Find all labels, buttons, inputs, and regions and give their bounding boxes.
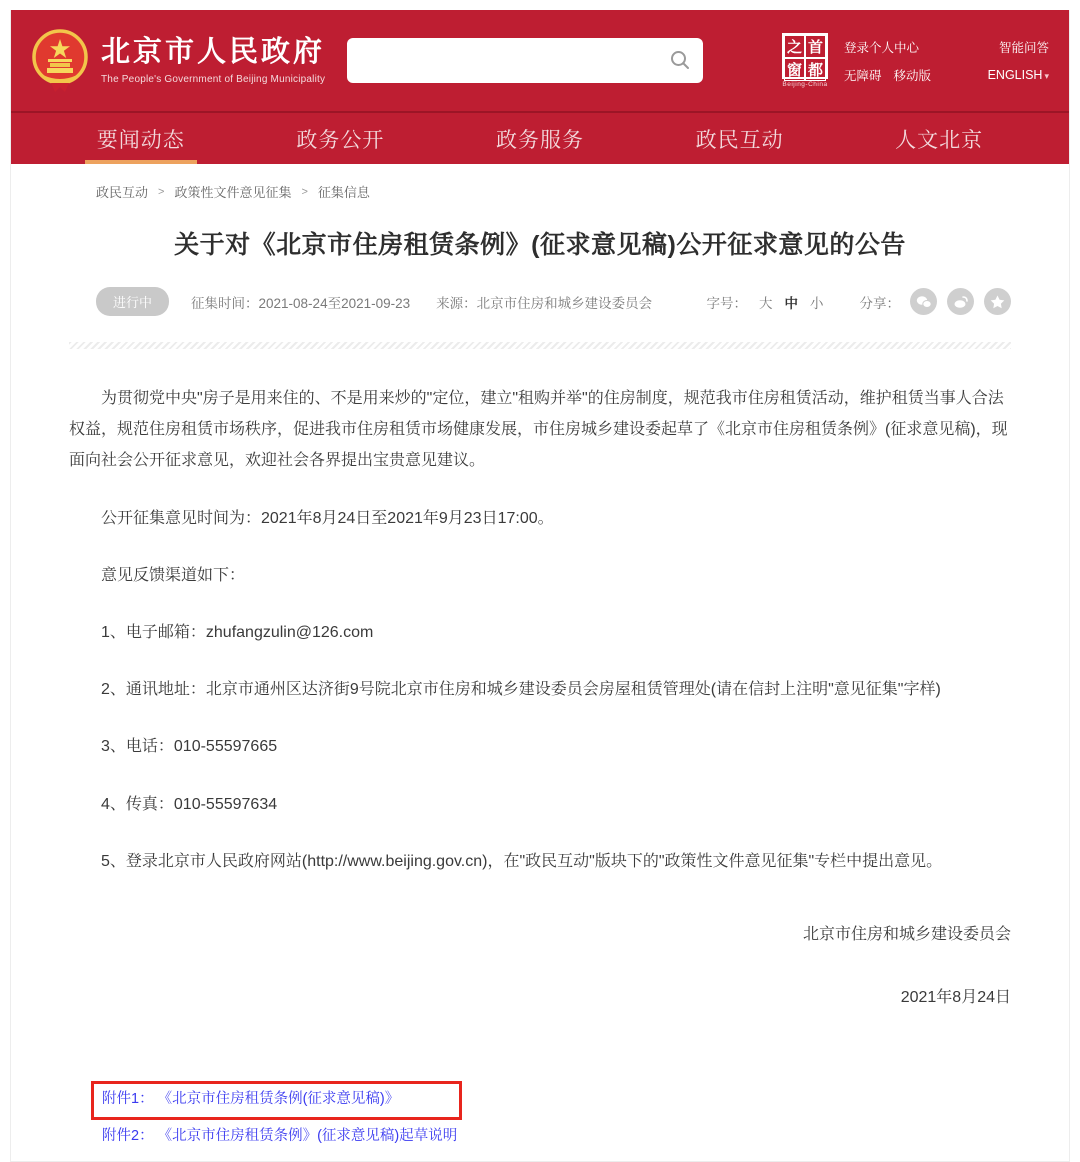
paragraph-phone: 3、电话：010-55597665: [101, 738, 278, 756]
signature: 北京市住房和城乡建设委员会: [802, 925, 1011, 943]
font-size-label: 字号：: [706, 295, 747, 311]
search-input[interactable]: [347, 38, 703, 83]
font-size-small[interactable]: 小: [810, 295, 824, 311]
page-title: 关于对《北京市住房租赁条例》(征求意见稿)公开征求意见的公告: [174, 231, 906, 259]
paragraph-email: 1、电子邮箱：zhufangzulin@126.com: [101, 623, 374, 641]
paragraph-intro: 为贯彻党中央"房子是用来住的、不是用来炒的"定位，建立"租购并举"的住房制度，规范我市住房租赁活动，维护租赁当事人合法权益，规范住房租赁市场秩序，促进我市住房租赁市场健康发展，市住房城乡建设委起草了《北京市住房租赁条例》(征求意见稿)，现面向社会公开征求意见，欢迎社会各界提出宝贵意见建议。: [69, 390, 1008, 470]
article-meta: [96, 287, 1011, 316]
paragraph-fax: 4、传真：010-55597634: [101, 795, 278, 813]
search-box[interactable]: [347, 38, 703, 83]
section-divider: [69, 342, 1011, 349]
mobile-version-link[interactable]: 移动版: [893, 68, 932, 83]
weibo-share-icon[interactable]: [947, 288, 974, 315]
site-brand[interactable]: [31, 29, 325, 93]
article-body: [11, 349, 1069, 1007]
stamp-char-zhi: 之: [784, 35, 805, 58]
breadcrumb-separator: >: [158, 185, 165, 198]
smart-qa-link[interactable]: 智能问答: [998, 40, 1049, 55]
page-container: [10, 10, 1070, 1162]
search-icon[interactable]: [669, 49, 691, 71]
attachment-1-highlight-box: [91, 1081, 462, 1120]
nav-item-gov-openness[interactable]: 政务公开: [296, 128, 385, 152]
nav-item-gov-services[interactable]: 政务服务: [495, 128, 584, 152]
nav-item-news[interactable]: 要闻动态: [89, 113, 193, 164]
capital-window-stamp-icon: [782, 33, 828, 79]
paragraph-website: 5、登录北京市人民政府网站(http://www.beijing.gov.cn)，在"政民互动"版块下的"政策性文件意见征集"专栏中提出意见。: [101, 852, 943, 870]
paragraph-period: 公开征集意见时间为：2021年8月24日至2021年9月23日17:00。: [101, 509, 554, 527]
primary-nav: [11, 111, 1069, 164]
nav-item-interaction[interactable]: 政民互动: [695, 128, 784, 152]
attachment-1-link[interactable]: 《北京市住房租赁条例(征求意见稿)》: [157, 1090, 400, 1107]
header-right: [782, 33, 1049, 88]
breadcrumb-collection-info[interactable]: 征集信息: [317, 185, 370, 200]
breadcrumb: [11, 164, 1069, 201]
share-label: 分享：: [859, 295, 900, 311]
nav-item-culture[interactable]: 人文北京: [895, 128, 984, 152]
chevron-down-icon: ▾: [1044, 70, 1049, 81]
breadcrumb-separator: >: [301, 185, 308, 198]
favorite-star-icon[interactable]: [984, 288, 1011, 315]
paragraph-channels-heading: 意见反馈渠道如下：: [101, 566, 246, 584]
attachment-1-label: 附件1：: [102, 1090, 154, 1107]
breadcrumb-interaction[interactable]: 政民互动: [96, 185, 149, 200]
stamp-char-shou: 首: [805, 35, 826, 58]
attachment-1: [102, 1091, 399, 1107]
breadcrumb-policy-solicitation[interactable]: 政策性文件意见征集: [174, 185, 292, 200]
accessibility-link[interactable]: 无障碍: [844, 68, 882, 83]
paragraph-mail-address: 2、通讯地址：北京市通州区达济街9号院北京市住房和城乡建设委员会房屋租赁管理处(请在信封上注明"意见征集"字样): [101, 681, 941, 699]
share-control: [860, 288, 1012, 315]
english-label: ENGLISH: [987, 67, 1043, 82]
attachment-2: [102, 1126, 1069, 1148]
national-emblem-icon: [31, 29, 89, 93]
english-link[interactable]: [988, 68, 1049, 82]
font-size-medium[interactable]: 中: [784, 295, 798, 311]
status-badge: 进行中: [96, 287, 169, 316]
collection-period: 征集时间：2021-08-24至2021-09-23: [191, 295, 411, 311]
source: 来源：北京市住房和城乡建设委员会: [436, 295, 653, 311]
attachment-2-link[interactable]: 《北京市住房租赁条例》(征求意见稿)起草说明: [157, 1127, 458, 1144]
site-title: 北京市人民政府: [101, 36, 326, 69]
header-links: [844, 38, 1049, 84]
login-personal-center-link[interactable]: 登录个人中心: [844, 40, 920, 55]
publish-date: 2021年8月24日: [900, 988, 1011, 1006]
stamp-char-du: 都: [805, 58, 826, 81]
wechat-share-icon[interactable]: [910, 288, 937, 315]
stamp-char-chuang: 窗: [784, 58, 805, 81]
site-subtitle: The People's Government of Beijing Municipality: [101, 73, 326, 85]
font-size-control: [707, 292, 824, 312]
font-size-large[interactable]: 大: [759, 295, 773, 311]
stamp-caption: Beijing-China: [782, 81, 828, 88]
attachments: [69, 1081, 1069, 1148]
brand-text: [101, 36, 325, 84]
shoudu-zhichuang-logo[interactable]: [782, 33, 828, 88]
attachment-2-label: 附件2：: [102, 1127, 154, 1144]
site-header: [11, 10, 1069, 111]
